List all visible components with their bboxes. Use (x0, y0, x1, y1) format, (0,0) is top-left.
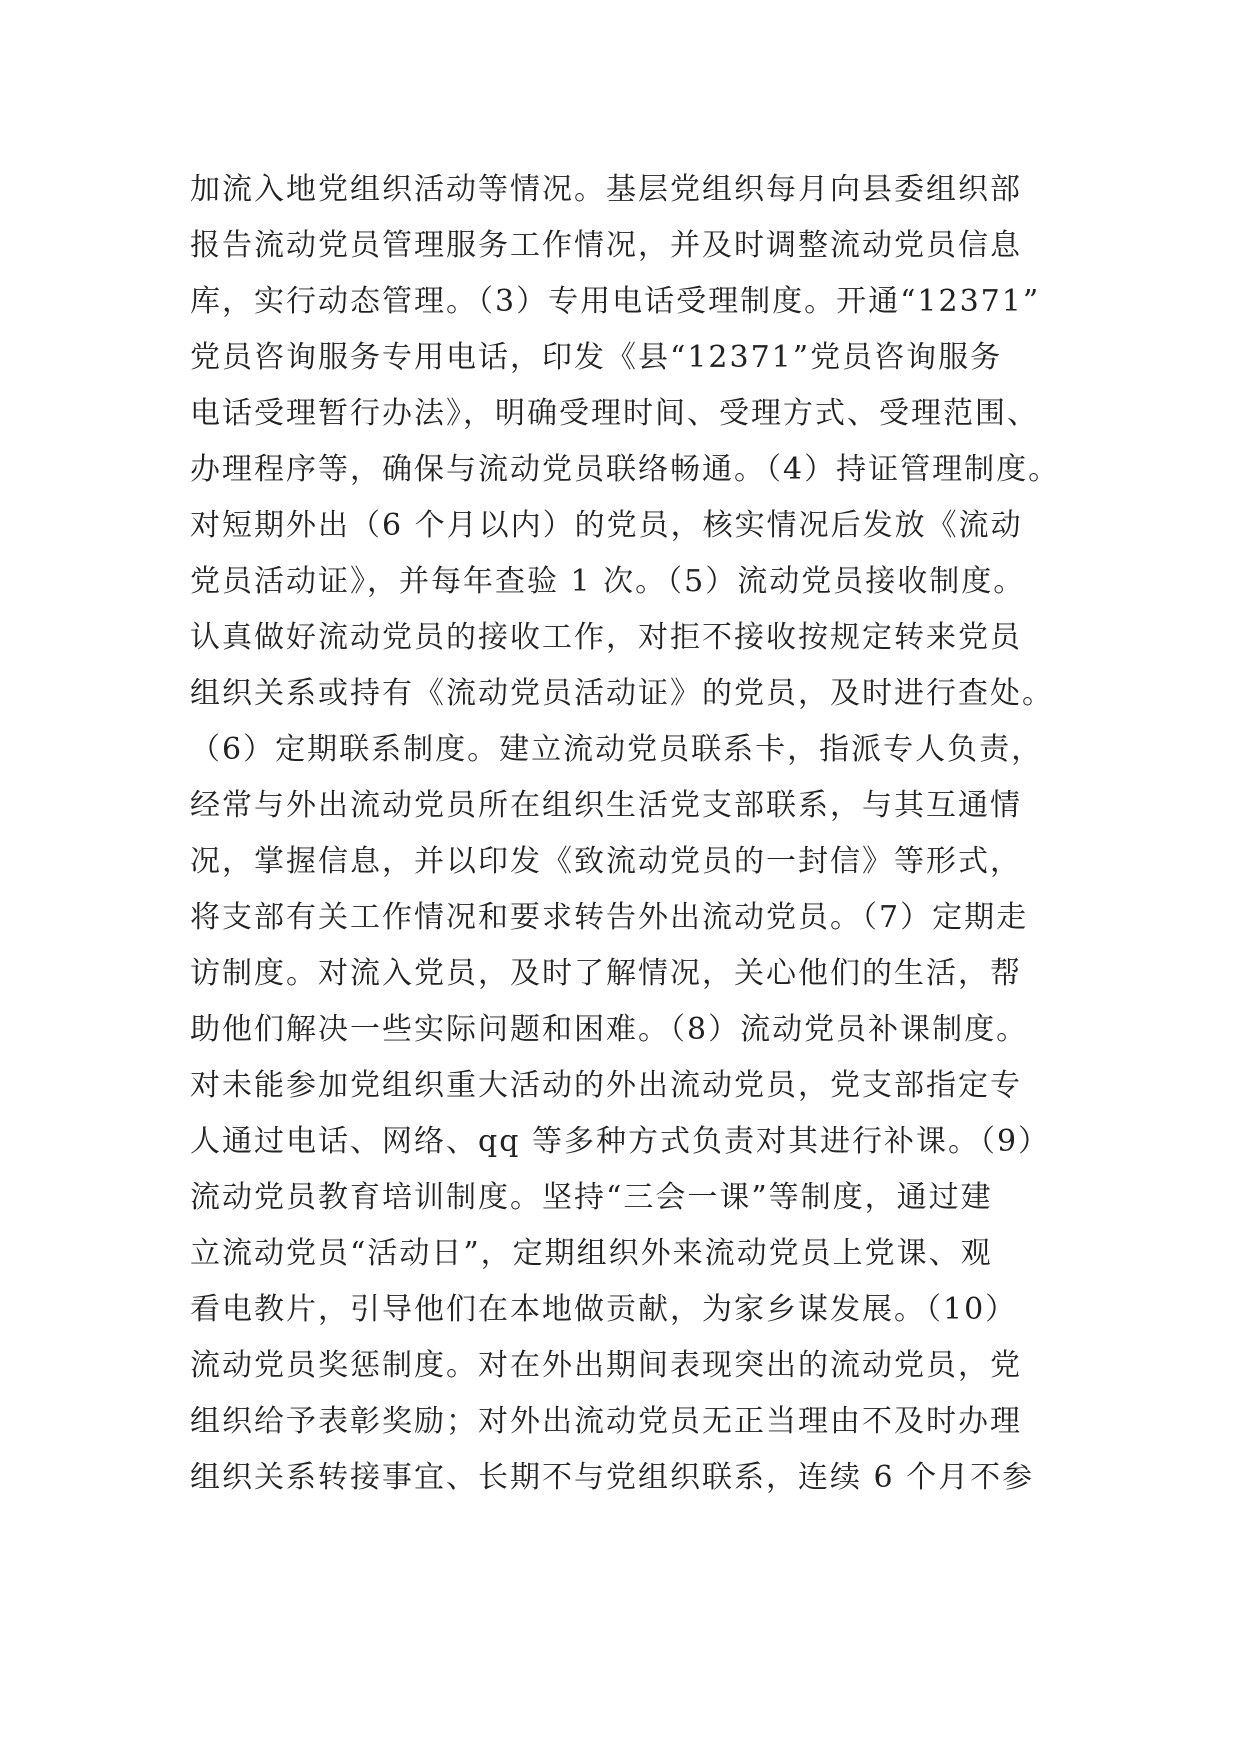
text-line-11: （6）定期联系制度。建立流动党员联系卡，指派专人负责， (190, 732, 1044, 767)
body-text (190, 162, 1070, 1506)
text-line-3: 库，实行动态管理。（3）专用电话受理制度。开通“12371” (190, 284, 1041, 319)
text-line-12: 经常与外出流动党员所在组织生活党支部联系，与其互通情 (190, 788, 1022, 823)
text-line-6: 办理程序等，确保与流动党员联络畅通。（4）持证管理制度。 (190, 452, 1061, 487)
text-line-15: 访制度。对流入党员，及时了解情况，关心他们的生活，帮 (190, 956, 1022, 991)
text-line-14: 将支部有关工作情况和要求转告外出流动党员。（7）定期走 (190, 900, 1029, 935)
text-line-1: 加流入地党组织活动等情况。基层党组织每月向县委组织部 (190, 172, 1022, 207)
text-line-21: 看电教片，引导他们在本地做贡献，为家乡谋发展。（10） (190, 1292, 1018, 1327)
text-line-10: 组织关系或持有《流动党员活动证》的党员，及时进行查处。 (190, 676, 1054, 711)
text-line-5: 电话受理暂行办法》，明确受理时间、受理方式、受理范围、 (190, 396, 1039, 431)
text-line-16: 助他们解决一些实际问题和困难。（8）流动党员补课制度。 (190, 1012, 1029, 1047)
text-line-20: 立流动党员“活动日”，定期组织外来流动党员上党课、观 (190, 1236, 993, 1271)
text-line-19: 流动党员教育培训制度。坚持“三会一课”等制度，通过建 (190, 1180, 993, 1215)
text-line-24: 组织关系转接事宜、长期不与党组织联系，连续 6 个月不参 (190, 1460, 1035, 1495)
text-line-8: 党员活动证》，并每年查验 1 次。（5）流动党员接收制度。 (190, 564, 1026, 599)
text-line-7: 对短期外出（6 个月以内）的党员，核实情况后发放《流动 (190, 508, 1023, 543)
text-line-13: 况，掌握信息，并以印发《致流动党员的一封信》等形式， (190, 844, 1022, 879)
text-line-22: 流动党员奖惩制度。对在外出期间表现突出的流动党员，党 (190, 1348, 1022, 1383)
text-line-4: 党员咨询服务专用电话，印发《县“12371”党员咨询服务 (190, 340, 1003, 375)
text-line-2: 报告流动党员管理服务工作情况，并及时调整流动党员信息 (190, 228, 1022, 263)
text-line-17: 对未能参加党组织重大活动的外出流动党员，党支部指定专 (190, 1068, 1022, 1103)
text-line-23: 组织给予表彰奖励；对外出流动党员无正当理由不及时办理 (190, 1404, 1022, 1439)
text-line-18: 人通过电话、网络、qq 等多种方式负责对其进行补课。（9） (190, 1124, 1051, 1159)
text-line-9: 认真做好流动党员的接收工作，对拒不接收按规定转来党员 (190, 620, 1022, 655)
